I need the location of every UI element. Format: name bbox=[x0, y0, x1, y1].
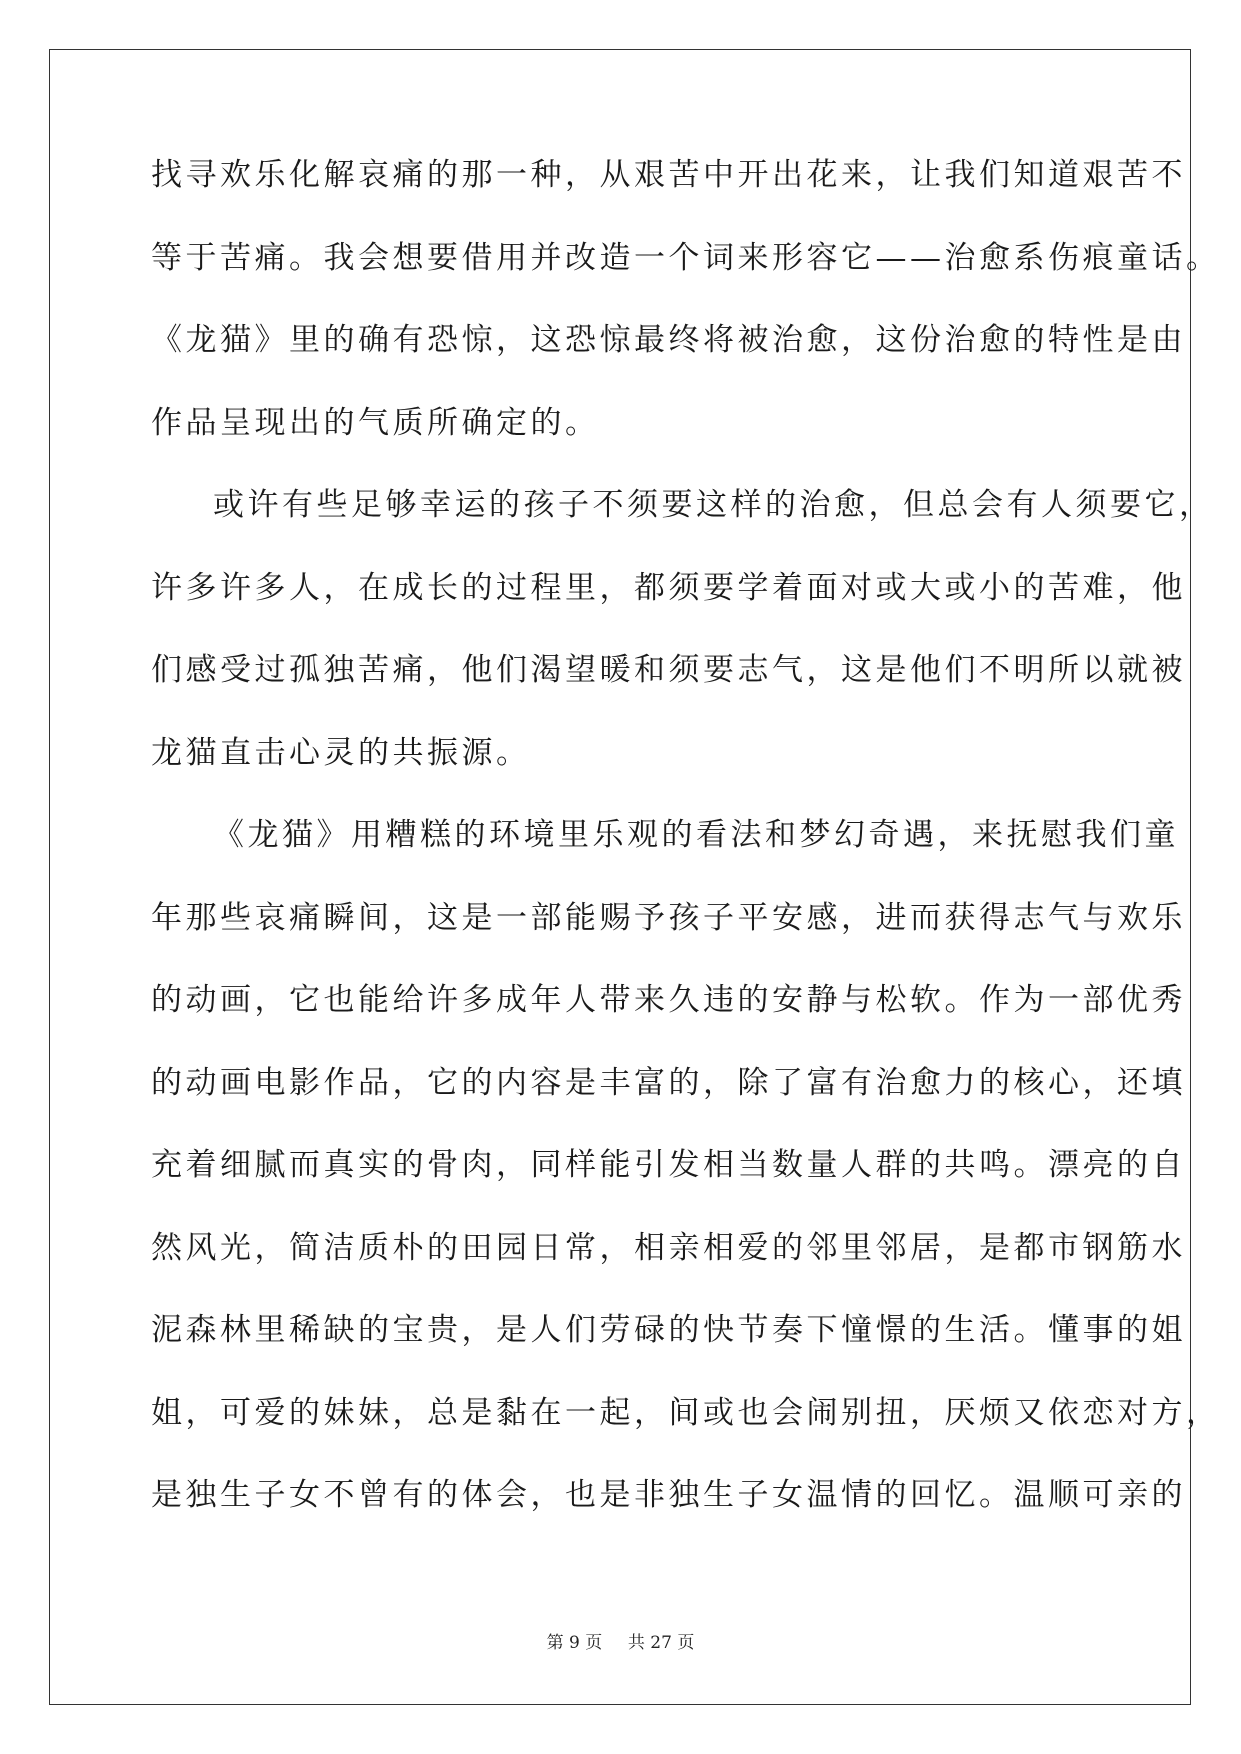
page-total: 共 27 页 bbox=[627, 1633, 695, 1653]
document-body bbox=[151, 155, 1221, 1558]
text-line: 龙猫直击心灵的共振源。 bbox=[151, 734, 531, 771]
text-line: 年那些哀痛瞬间，这是一部能赐予孩子平安感，进而获得志气与欢乐 bbox=[151, 899, 1186, 936]
text-line: 的动画，它也能给许多成年人带来久违的安静与松软。作为一部优秀 bbox=[151, 982, 1186, 1018]
text-line: 然风光，简洁质朴的田园日常，相亲相爱的邻里邻居，是都市钢筋水 bbox=[151, 1229, 1186, 1266]
page-number: 第 9 页 bbox=[546, 1633, 603, 1653]
text-line: 是独生子女不曾有的体会，也是非独生子女温情的回忆。温顺可亲的 bbox=[151, 1477, 1186, 1513]
text-line: 等于苦痛。我会想要借用并改造一个词来形容它——治愈系伤痕童话。 bbox=[151, 239, 1221, 276]
text-line: 的动画电影作品，它的内容是丰富的，除了富有治愈力的核心，还填 bbox=[151, 1064, 1186, 1101]
text-line: 作品呈现出的气质所确定的。 bbox=[151, 404, 600, 441]
text-line: 们感受过孤独苦痛，他们渴望暖和须要志气，这是他们不明所以就被 bbox=[151, 652, 1186, 688]
text-line: 找寻欢乐化解哀痛的那一种，从艰苦中开出花来，让我们知道艰苦不 bbox=[151, 157, 1186, 193]
text-line: 姐，可爱的妹妹，总是黏在一起，间或也会闹别扭，厌烦又依恋对方， bbox=[151, 1394, 1221, 1431]
paragraph-start-line: 或许有些足够幸运的孩子不须要这样的治愈，但总会有人须要它， bbox=[213, 487, 1214, 523]
text-line: 《龙猫》里的确有恐惊，这恐惊最终将被治愈，这份治愈的特性是由 bbox=[151, 322, 1186, 358]
text-line: 许多许多人，在成长的过程里，都须要学着面对或大或小的苦难，他 bbox=[151, 569, 1186, 606]
page-footer bbox=[0, 1628, 1241, 1653]
text-line: 充着细腻而真实的骨肉，同样能引发相当数量人群的共鸣。漂亮的自 bbox=[151, 1147, 1186, 1183]
paragraph-start-line: 《龙猫》用糟糕的环境里乐观的看法和梦幻奇遇，来抚慰我们童 bbox=[213, 817, 1179, 853]
text-line: 泥森林里稀缺的宝贵，是人们劳碌的快节奏下憧憬的生活。懂事的姐 bbox=[151, 1312, 1186, 1348]
